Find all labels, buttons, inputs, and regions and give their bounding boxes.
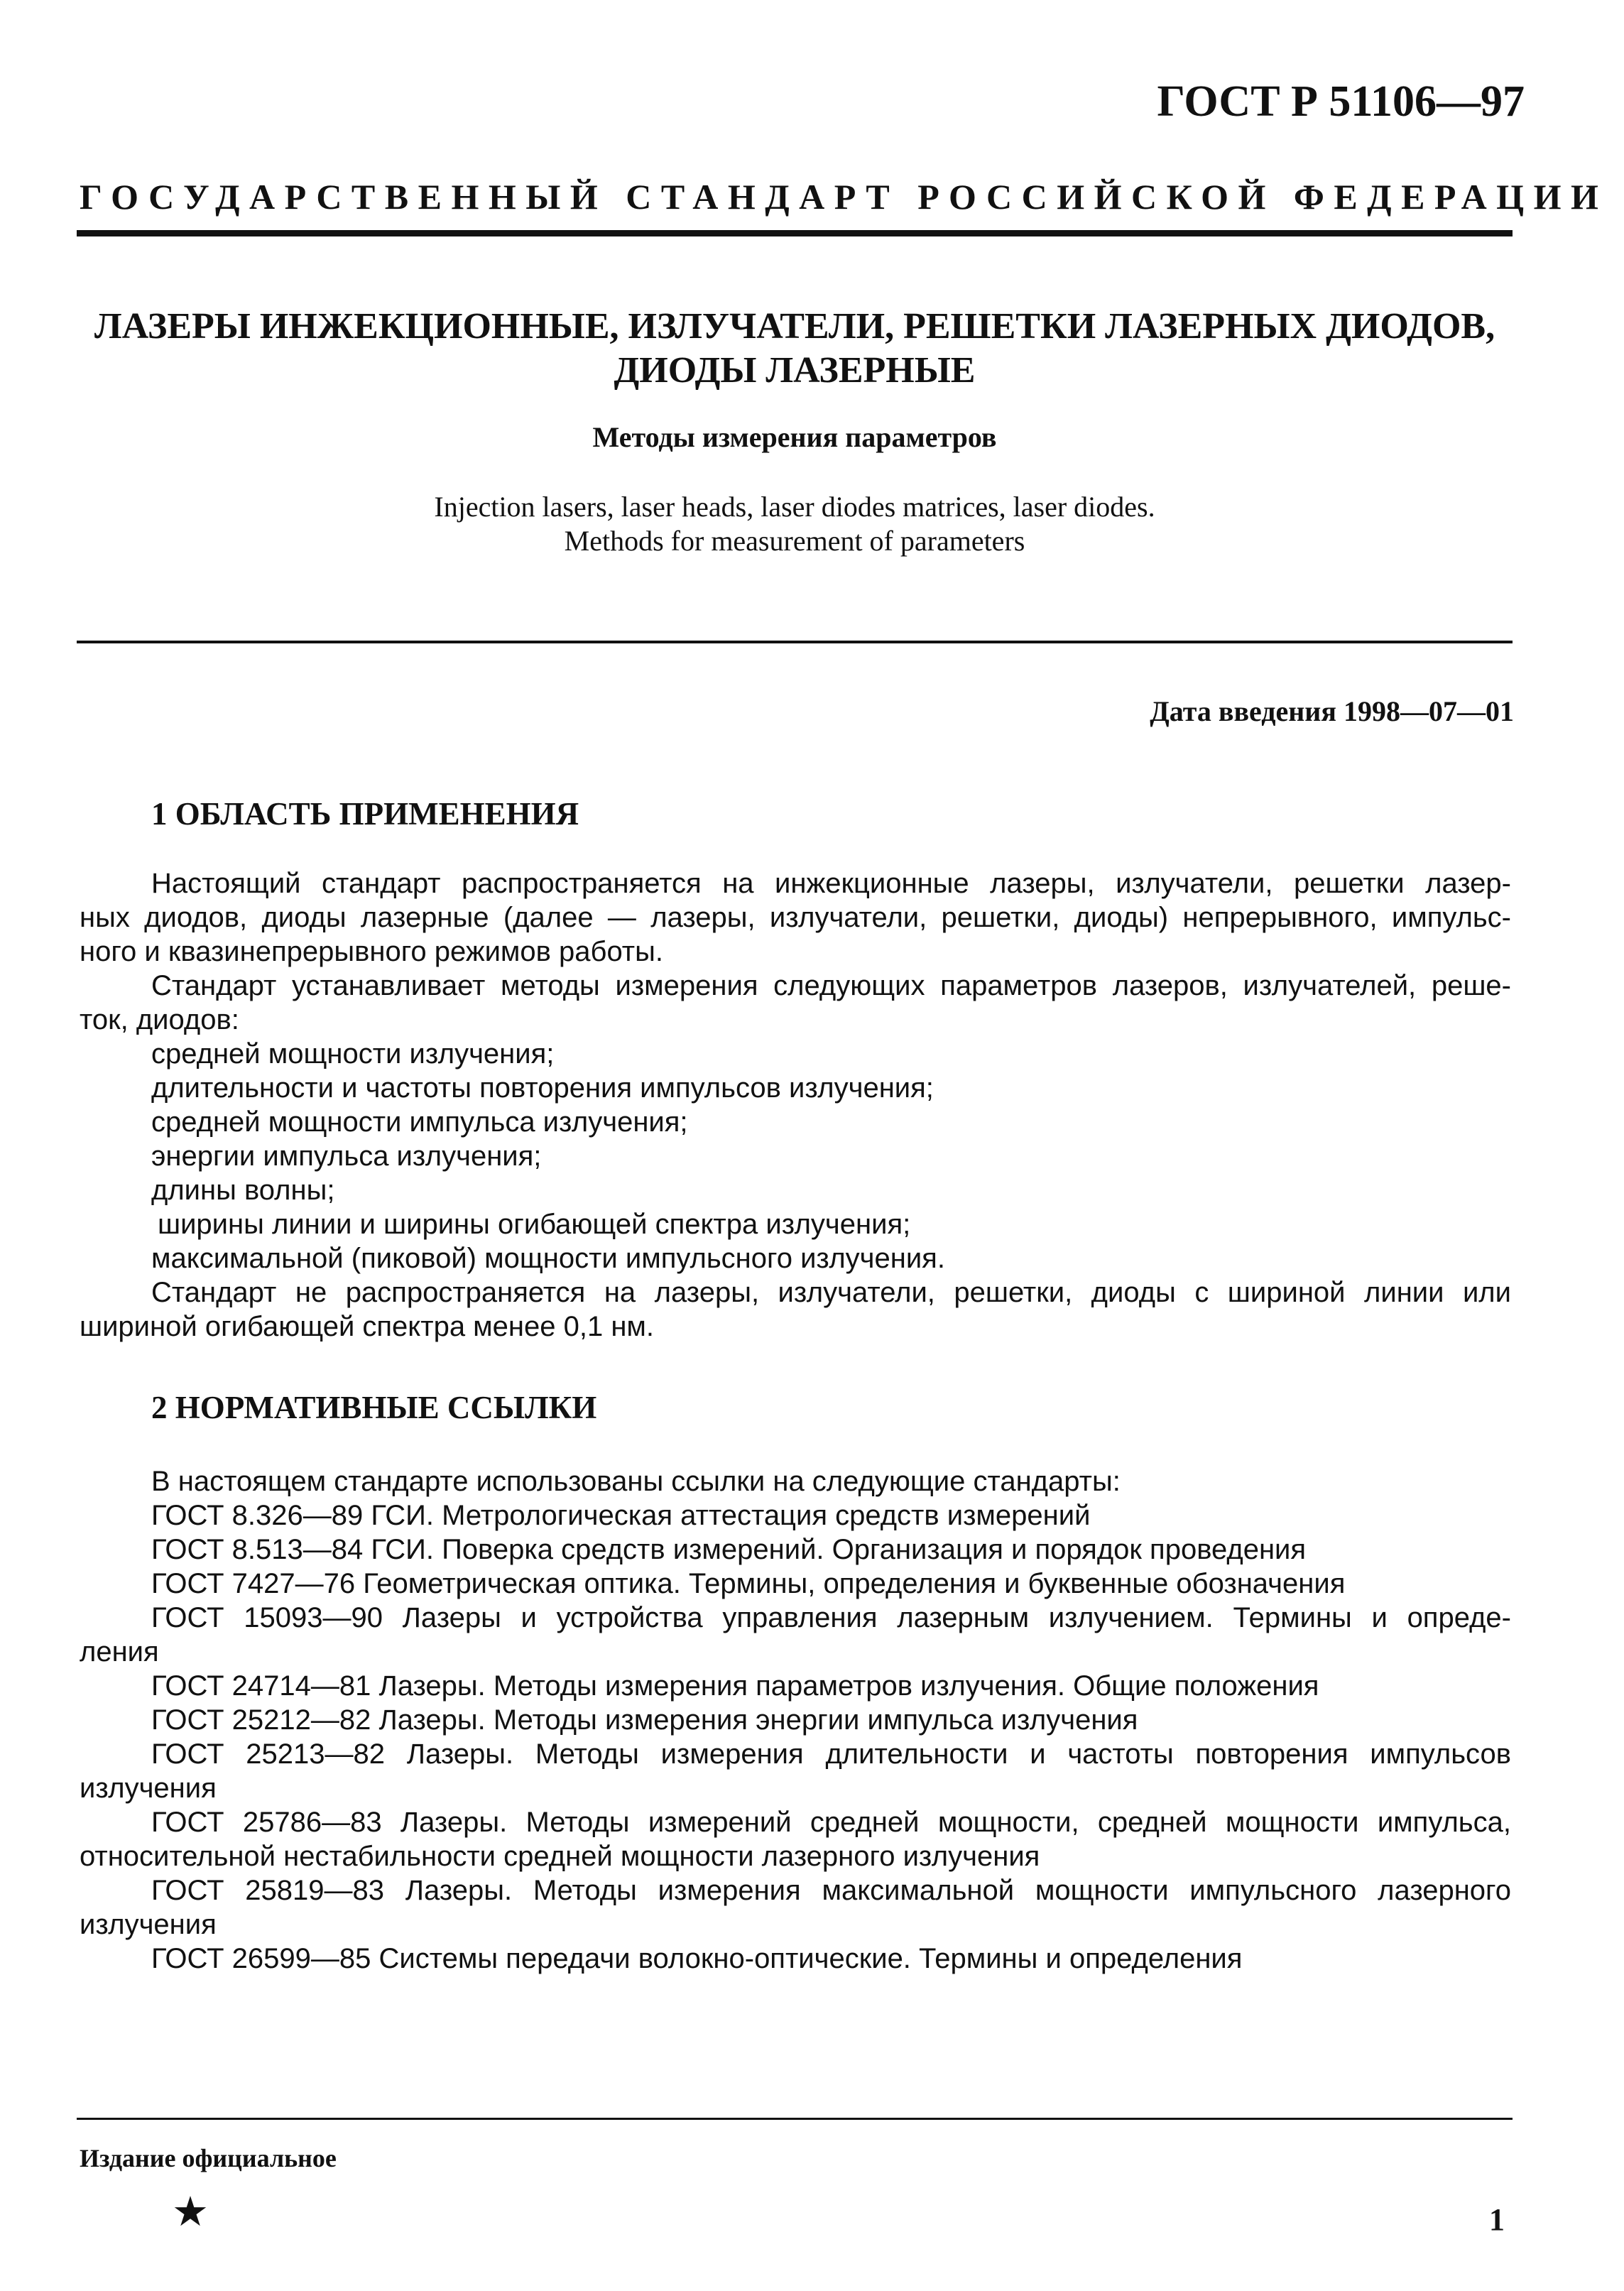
document-number: ГОСТ Р 51106—97 (1157, 77, 1525, 126)
list-item: средней мощности импульса излучения; (151, 1106, 688, 1138)
reference-item-continuation: ления (80, 1636, 159, 1667)
title-line-1: ЛАЗЕРЫ ИНЖЕКЦИОННЫЕ, ИЗЛУЧАТЕЛИ, РЕШЕТКИ ЛАЗЕРНЫХ ДИОДОВ, (94, 306, 1495, 347)
title-rule (77, 641, 1513, 643)
english-title-line-2: Methods for measurement of parameters (564, 525, 1025, 557)
text-line: Настоящий стандарт распространяется на инжекционные лазеры, излучатели, решетки лазер- (151, 868, 1511, 899)
edition-label: Издание официальное (80, 2144, 337, 2172)
star-icon: ★ (172, 2189, 209, 2235)
reference-item-continuation: излучения (80, 1773, 217, 1804)
section-2-heading: 2 НОРМАТИВНЫЕ ССЫЛКИ (151, 1390, 597, 1425)
footer-rule (77, 2118, 1513, 2120)
reference-item: ГОСТ 26599—85 Системы передачи волокно-оптические. Термины и определения (151, 1943, 1243, 1974)
reference-item: ГОСТ 15093—90 Лазеры и устройства управления лазерным излучением. Термины и опреде- (151, 1602, 1511, 1633)
list-item: ширины линии и ширины огибающей спектра излучения; (158, 1209, 911, 1240)
list-item: длительности и частоты повторения импульсов излучения; (151, 1072, 934, 1104)
subtitle: Методы измерения параметров (592, 421, 997, 453)
reference-item: ГОСТ 25786—83 Лазеры. Методы измерений средней мощности, средней мощности импульса, (151, 1807, 1511, 1838)
text-line: ного и квазинепрерывного режимов работы. (80, 936, 663, 967)
text-line: шириной огибающей спектра менее 0,1 нм. (80, 1311, 655, 1342)
reference-item: ГОСТ 8.513—84 ГСИ. Поверка средств измерений. Организация и порядок проведения (151, 1534, 1307, 1565)
english-title-line-1: Injection lasers, laser heads, laser diodes matrices, laser diodes. (434, 491, 1155, 523)
text-line: ток, диодов: (80, 1004, 239, 1035)
text-line: ных диодов, диоды лазерные (далее — лазеры, излучатели, решетки, диоды) непрерывного, импульс- (80, 902, 1511, 933)
text-line: В настоящем стандарте использованы ссылки на следующие стандарты: (151, 1466, 1121, 1497)
reference-item: ГОСТ 25213—82 Лазеры. Методы измерения длительности и частоты повторения импульсов (151, 1738, 1511, 1770)
reference-item: ГОСТ 25819—83 Лазеры. Методы измерения максимальной мощности импульсного лазерного (151, 1875, 1511, 1906)
text-line: Стандарт устанавливает методы измерения следующих параметров лазеров, излучателей, реше- (151, 970, 1511, 1001)
introduction-date: Дата введения 1998—07—01 (1150, 695, 1514, 727)
page-number: 1 (1489, 2202, 1505, 2237)
reference-item: ГОСТ 25212—82 Лазеры. Методы измерения энергии импульса излучения (151, 1704, 1138, 1736)
state-standard-heading: ГОСУДАРСТВЕННЫЙ СТАНДАРТ РОССИЙСКОЙ ФЕДЕРАЦИИ (80, 177, 1608, 217)
reference-item: ГОСТ 7427—76 Геометрическая оптика. Термины, определения и буквенные обозначения (151, 1568, 1346, 1599)
header-rule (77, 230, 1513, 236)
list-item: максимальной (пиковой) мощности импульсного излучения. (151, 1243, 945, 1274)
reference-item: ГОСТ 24714—81 Лазеры. Методы измерения параметров излучения. Общие положения (151, 1670, 1319, 1702)
section-1-heading: 1 ОБЛАСТЬ ПРИМЕНЕНИЯ (151, 796, 579, 832)
reference-item-continuation: излучения (80, 1909, 217, 1940)
title-line-2: ДИОДЫ ЛАЗЕРНЫЕ (614, 350, 976, 391)
list-item: энергии импульса излучения; (151, 1141, 542, 1172)
list-item: средней мощности излучения; (151, 1038, 555, 1070)
reference-item: ГОСТ 8.326—89 ГСИ. Метрологическая аттестация средств измерений (151, 1500, 1091, 1531)
reference-item-continuation: относительной нестабильности средней мощности лазерного излучения (80, 1841, 1040, 1872)
text-line: Стандарт не распространяется на лазеры, излучатели, решетки, диоды с шириной линии или (151, 1277, 1511, 1308)
list-item: длины волны; (151, 1175, 335, 1206)
